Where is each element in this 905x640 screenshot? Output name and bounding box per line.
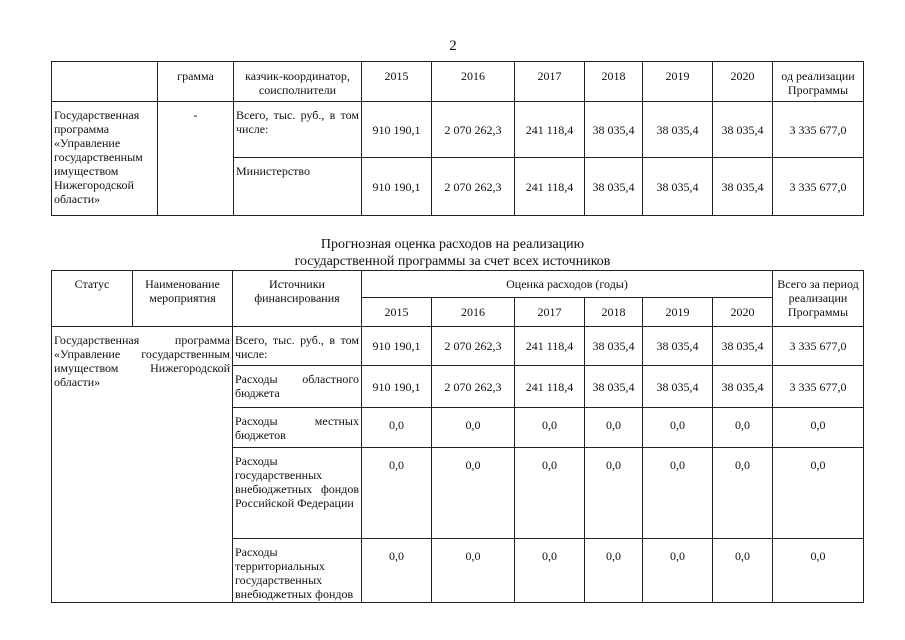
value-cell: 38 035,4 xyxy=(585,327,643,366)
table-row xyxy=(52,102,864,158)
header-year: 2020 xyxy=(713,62,773,102)
header-total: Всего за период реализации Программы xyxy=(773,271,864,327)
total-cell: 3 335 677,0 xyxy=(773,102,864,158)
page-number: 2 xyxy=(449,38,457,54)
value-cell: 2 070 262,3 xyxy=(432,327,515,366)
value-cell: 910 190,1 xyxy=(362,102,432,158)
expense-estimate-table xyxy=(51,270,864,603)
table-header-row xyxy=(52,271,864,298)
value-cell: 2 070 262,3 xyxy=(432,158,515,216)
value-cell: 910 190,1 xyxy=(362,327,432,366)
header-year: 2018 xyxy=(585,62,643,102)
header-source: Источники финансирования xyxy=(233,271,362,327)
total-cell: 0,0 xyxy=(773,539,864,603)
source-cell: Расходы государственных внебюджетных фондов Российской Федерации xyxy=(233,448,362,539)
value-cell: 0,0 xyxy=(713,408,773,448)
value-cell: 38 035,4 xyxy=(713,327,773,366)
value-cell: 0,0 xyxy=(362,408,432,448)
source-cell: Расходы местных бюджетов xyxy=(233,408,362,448)
header-year: 2018 xyxy=(585,298,643,327)
header-year: 2015 xyxy=(362,298,432,327)
value-cell: 38 035,4 xyxy=(643,102,713,158)
header-total: од реализации Программы xyxy=(773,62,864,102)
source-cell: Расходы областного бюджета xyxy=(233,366,362,408)
value-cell: 38 035,4 xyxy=(713,102,773,158)
value-cell: 0,0 xyxy=(713,448,773,539)
header-year: 2016 xyxy=(432,62,515,102)
total-cell: 3 335 677,0 xyxy=(773,327,864,366)
status-cell: Государственная программа «Управление государственным имуществом Нижегородской области» xyxy=(52,102,158,216)
value-cell: 0,0 xyxy=(515,408,585,448)
header-year: 2017 xyxy=(515,62,585,102)
source-cell: Министерство xyxy=(234,158,362,216)
header-source: казчик-координатор, соисполнители xyxy=(234,62,362,102)
total-cell: 0,0 xyxy=(773,408,864,448)
section-heading-line2: государственной программы за счет всех источников xyxy=(294,254,611,269)
value-cell: 38 035,4 xyxy=(713,158,773,216)
value-cell: 0,0 xyxy=(585,539,643,603)
value-cell: 0,0 xyxy=(515,539,585,603)
total-cell: 3 335 677,0 xyxy=(773,158,864,216)
value-cell: 0,0 xyxy=(362,448,432,539)
status-cell: Государственная программа «Управление государственным имуществом Нижегородской области» xyxy=(52,327,233,603)
value-cell: 0,0 xyxy=(432,408,515,448)
header-year: 2015 xyxy=(362,62,432,102)
header-status xyxy=(52,62,158,102)
value-cell: 910 190,1 xyxy=(362,366,432,408)
table-header-row xyxy=(52,62,864,102)
value-cell: 0,0 xyxy=(643,408,713,448)
table-row xyxy=(52,327,864,366)
program-dash: - xyxy=(158,102,234,216)
value-cell: 0,0 xyxy=(515,448,585,539)
header-year: 2019 xyxy=(643,298,713,327)
header-year: 2019 xyxy=(643,62,713,102)
value-cell: 38 035,4 xyxy=(585,102,643,158)
header-year: 2016 xyxy=(432,298,515,327)
value-cell: 38 035,4 xyxy=(643,158,713,216)
funding-table-continued xyxy=(51,61,864,216)
value-cell: 0,0 xyxy=(713,539,773,603)
value-cell: 241 118,4 xyxy=(515,327,585,366)
value-cell: 38 035,4 xyxy=(713,366,773,408)
total-cell: 3 335 677,0 xyxy=(773,366,864,408)
header-estimate: Оценка расходов (годы) xyxy=(362,271,773,298)
header-year: 2020 xyxy=(713,298,773,327)
value-cell: 241 118,4 xyxy=(515,102,585,158)
source-cell: Всего, тыс. руб., в том числе: xyxy=(234,102,362,158)
value-cell: 0,0 xyxy=(585,408,643,448)
total-cell: 0,0 xyxy=(773,448,864,539)
section-heading-line1: Прогнозная оценка расходов на реализацию xyxy=(320,237,585,252)
header-name: Наименование мероприятия xyxy=(133,271,233,327)
value-cell: 0,0 xyxy=(585,448,643,539)
value-cell: 0,0 xyxy=(432,539,515,603)
source-cell: Расходы территориальных государственных внебюджетных фондов xyxy=(233,539,362,603)
source-cell: Всего, тыс. руб., в том числе: xyxy=(233,327,362,366)
value-cell: 0,0 xyxy=(362,539,432,603)
value-cell: 38 035,4 xyxy=(643,327,713,366)
value-cell: 38 035,4 xyxy=(585,366,643,408)
header-program: грамма xyxy=(158,62,234,102)
value-cell: 241 118,4 xyxy=(515,158,585,216)
value-cell: 2 070 262,3 xyxy=(432,102,515,158)
header-status: Статус xyxy=(52,271,133,327)
value-cell: 0,0 xyxy=(643,539,713,603)
value-cell: 241 118,4 xyxy=(515,366,585,408)
value-cell: 38 035,4 xyxy=(643,366,713,408)
value-cell: 0,0 xyxy=(432,448,515,539)
header-year: 2017 xyxy=(515,298,585,327)
value-cell: 2 070 262,3 xyxy=(432,366,515,408)
value-cell: 910 190,1 xyxy=(362,158,432,216)
value-cell: 0,0 xyxy=(643,448,713,539)
value-cell: 38 035,4 xyxy=(585,158,643,216)
